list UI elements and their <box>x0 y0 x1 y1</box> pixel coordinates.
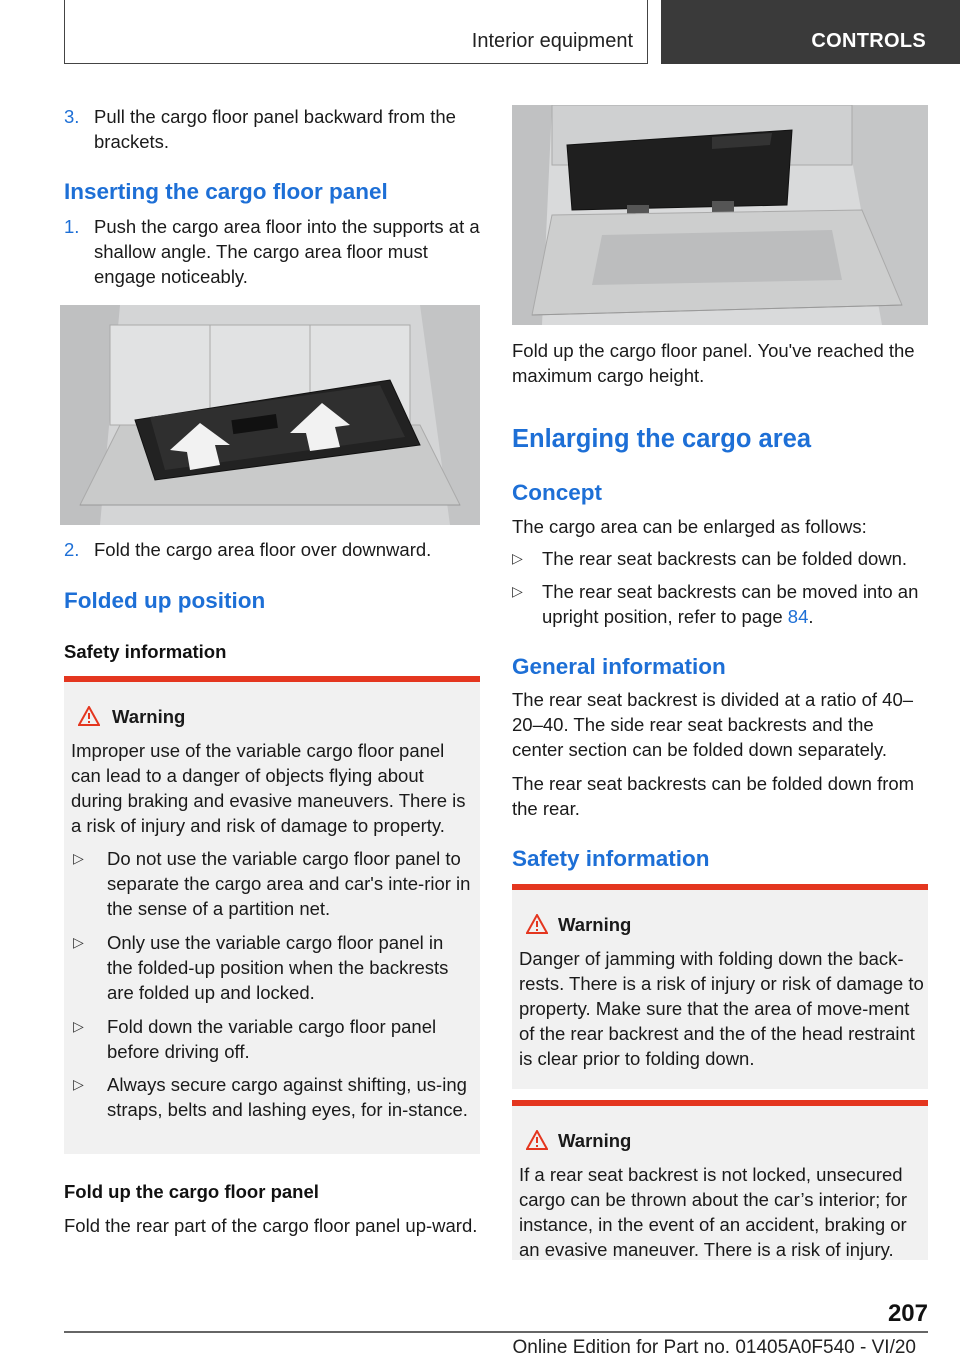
bullet-triangle-icon: ▷ <box>73 1076 84 1092</box>
warning-title: Warning <box>558 1130 632 1151</box>
warning-body: Improper use of the variable cargo floor panel can lead to a danger of objects flying about during braking and evasive maneuvers. There is a risk of injury and risk of damage to property. <box>71 740 466 836</box>
step-3 <box>64 104 480 154</box>
general-text-1: The rear seat backrest is divided at a ratio of 40–20–40. The side rear seat backrests and the center section can be folded down separately. <box>512 689 914 760</box>
warning-bullet: ▷ Always secure cargo against shifting, us‐ing straps, belts and lashing eyes, for in‐stance. <box>73 1074 468 1120</box>
insert-step-1 <box>64 214 480 289</box>
step-number: 3. <box>64 106 80 127</box>
edition-text: Online Edition for Part no. 01405A0F540 - VI/20 <box>512 1337 916 1358</box>
warning-box-left <box>64 676 480 1154</box>
warning-title: Warning <box>112 706 186 727</box>
cargo-foldup-photo <box>512 105 928 325</box>
heading-safety-information-left: Safety information <box>64 641 227 662</box>
foldup-caption: Fold up the cargo floor panel. You've reached the maximum cargo height. <box>512 340 915 386</box>
heading-folded-position: Folded up position <box>64 588 266 613</box>
general-text-2: The rear seat backrests can be folded down from the rear. <box>512 773 915 819</box>
cargo-insert-illustration <box>60 305 480 525</box>
warning-title: Warning <box>558 914 632 935</box>
insert-step-2 <box>64 537 480 562</box>
step-text: Push the cargo area floor into the supports at a shallow angle. The cargo area floor must engage noticeably. <box>94 216 480 287</box>
cargo-foldup-illustration <box>512 105 928 325</box>
step-text: Pull the cargo floor panel backward from the brackets. <box>94 106 456 152</box>
bullet-triangle-icon: ▷ <box>73 934 84 950</box>
heading-concept: Concept <box>512 480 602 505</box>
warning-box-right-2 <box>512 1100 928 1260</box>
heading-fold-up: Fold up the cargo floor panel <box>64 1181 319 1202</box>
bullet-triangle-icon: ▷ <box>73 1018 84 1034</box>
heading-enlarging: Enlarging the cargo area <box>512 425 812 453</box>
header-section-title: Interior equipment <box>471 30 633 52</box>
header-section-box <box>64 0 648 64</box>
step-number: 1. <box>64 216 80 237</box>
page-number: 207 <box>887 1300 928 1327</box>
cargo-insert-photo <box>60 305 480 525</box>
header-chapter-box <box>661 0 960 64</box>
bullet-triangle-icon: ▷ <box>512 583 523 599</box>
warning-triangle-icon <box>526 1130 548 1150</box>
concept-text: The cargo area can be enlarged as follows: <box>512 516 867 537</box>
page-link-84[interactable]: 84 <box>787 606 809 627</box>
warning-triangle-icon <box>526 914 548 934</box>
warning-body: Danger of jamming with folding down the back‐rests. There is a risk of injury or risk of damage to property. Make sure that the area of move‐ment of the rear backrest and the of the head restraint is clear prior to folding down. <box>519 948 924 1069</box>
concept-bullet: ▷ The rear seat backrests can be moved into an upright position, refer to page 84. <box>512 581 919 627</box>
warning-bullet: ▷ Fold down the variable cargo floor panel before driving off. <box>73 1016 437 1062</box>
warning-triangle-icon <box>78 706 100 726</box>
concept-bullet: ▷ The rear seat backrests can be folded down. <box>512 548 908 569</box>
warning-bullet: ▷ Do not use the variable cargo floor panel to separate the cargo area and car's inte‐rior in the sense of a partition net. <box>73 848 471 919</box>
fold-up-text: Fold the rear part of the cargo floor panel up‐ward. <box>64 1215 478 1236</box>
bullet-triangle-icon: ▷ <box>73 850 84 866</box>
step-text: Fold the cargo area floor over downward. <box>94 539 432 560</box>
warning-body: If a rear seat backrest is not locked, unsecured cargo can be thrown about the car’s interior; for instance, in the event of an accident, braking or an evasive maneuver. There is a risk of injury. <box>519 1164 908 1260</box>
warning-box-right-1 <box>512 884 928 1089</box>
heading-safety-information-right: Safety information <box>512 846 710 871</box>
step-number: 2. <box>64 539 80 560</box>
heading-inserting: Inserting the cargo floor panel <box>64 179 388 204</box>
bullet-triangle-icon: ▷ <box>512 550 523 566</box>
header-chapter-title: CONTROLS <box>811 30 926 52</box>
warning-bullet: ▷ Only use the variable cargo floor panel in the folded-up position when the backrests are folded up and locked. <box>73 932 449 1003</box>
footer-divider <box>64 1331 928 1333</box>
heading-general-information: General information <box>512 654 726 679</box>
